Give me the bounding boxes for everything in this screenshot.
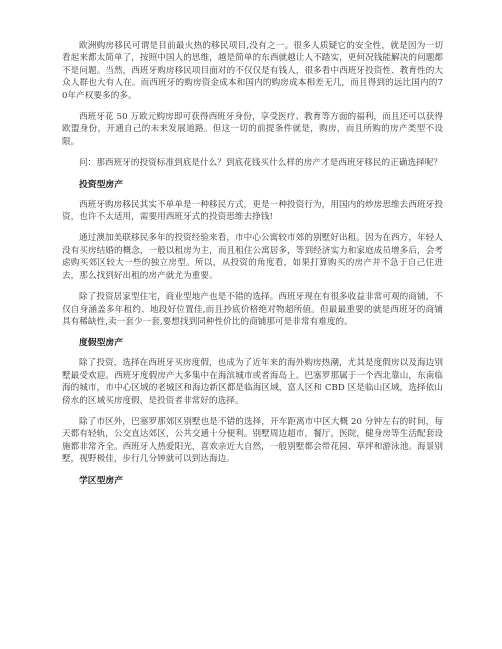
section-heading-investment: 投资型房产 [79,179,123,190]
vacation-paragraph-1: 除了投资，选择在西班牙买房度假，也成为了近年来的海外购房热潮，尤其是度假房以及海边别墅最受欢迎。西班牙度假房产大多集中在海滨城市或者海岛上。巴塞罗那属于一个西北靠山，东南临海的城市，市中心区域的老城区和海边新区都是临海区域，富人区和 CBD 区是临山区域，选择依山傍水的区域买房度假，是投资者非常好的选择。 [62,358,443,406]
section-heading-vacation: 度假型房产 [79,338,123,349]
investment-paragraph-3: 除了投资居家型住宅，商业型地产也是不错的选择。西班牙现在有很多收益非常可观的商铺，不仅自身涵盖多年租约、地段好位置佳,而且抄底价格绝对物超所值。但最最重要的就是西班牙的商铺具有稀缺性,卖一套少一套,要想找到同种性价比的商铺那可是非常有难度的。 [62,292,443,327]
investment-paragraph-1: 西班牙购房移民其实不单单是一种移民方式，更是一种投资行为，用国内的炒房思维去西班牙投资，也许不太适用，需要用西班牙式的投资思维去挣钱! [62,199,443,223]
section-heading-school-district: 学区型房产 [79,475,123,486]
vacation-paragraph-2: 除了市区外，巴塞罗那郊区别墅也是不错的选择，开车距离市中区大概 20 分钟左右的时间，每天都有轻轨，公交直达郊区，公共交通十分便利。别墅周边超市，餐厅，医院，健身房等生活配套设施都非常齐全。西班牙人热爱阳光，喜欢亲近大自然，一般别墅都会带花园、草坪和游泳池。海景别墅，视野极佳，步行几分钟就可以到达海边。 [62,416,443,465]
intro-paragraph-1: 欧洲购房移民可谓是目前最火热的移民项目,没有之一。很多人质疑它的安全性，就是因为一切看起来都太简单了，按照中国人的思维，越是简单的东西就越让人不踏实，更何况钱能解决的问题都不是问题。当然，西班牙购房移民项目面对的不仅仅是有钱人，很多看中西班牙投资性、教育性的大众人群也大有人在。而西班牙的购房资金成本和国内的购房成本相差无几，而且得到的远比国内的70年产权要多的多。 [62,41,443,101]
intro-question: 问：那西班牙的投资标准到底是什么？到底花钱买什么样的房产才是西班牙移民的正确选择呢？ [79,158,443,169]
intro-paragraph-2: 西班牙花 50 万欧元购房即可获得西班牙身份，享受医疗、教育等方面的福利，而且还可以获得欧盟身份，开通自己的未来发展道路。但这一切的前提条件就是，购房，而且所购的房产类型不设限。 [62,112,443,147]
investment-paragraph-2: 通过澳加美联移民多年的投资经验来看，市中心公寓较市郊的别墅好出租。因为在西方，年轻人没有买房结婚的概念，一般以租房为主，而且租住公寓居多，等到经济实力和家庭成员增多后，会考虑购买郊区较大一些的独立房型。所以，从投资的角度看，如果打算购买的房产并不急于自己住进去，那么找到好出租的房产就尤为重要。 [62,233,443,281]
